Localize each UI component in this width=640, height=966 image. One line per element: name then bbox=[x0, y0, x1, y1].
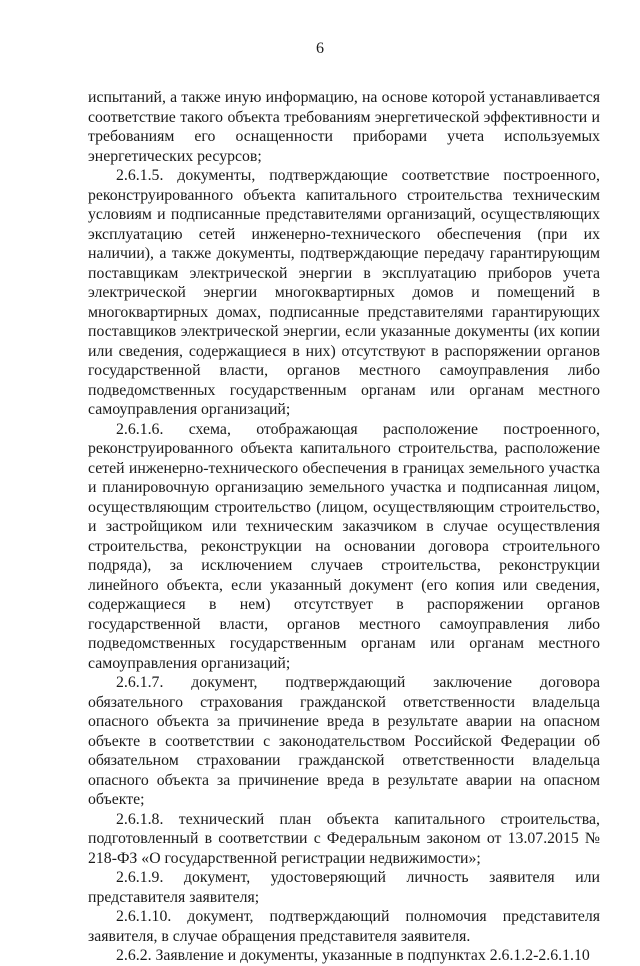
paragraph-2-6-1-7: 2.6.1.7. документ, подтверждающий заключение договора обязательного страхования гражданской ответственности владельца опасного объекта за причинение вреда в результате аварии на опасном объекте в соответствии с законодательством Российской Федерации об обязательном страховании гражданской ответственности владельца опасного объекта за причинение вреда в результате аварии на опасном объекте; bbox=[88, 674, 600, 808]
paragraph-2-6-1-6: 2.6.1.6. схема, отображающая расположение построенного, реконструированного объекта капитального строительства, расположение сетей инженерно-технического обеспечения в границах земельного участка и планировочную организацию земельного участка и подписанная лицом, осуществляющим строительство (лицом, осуществляющим строительство, и застройщиком или техническим заказчиком в случае осуществления строительства, реконструкции на основании договора строительного подряда), за исключением случаев строительства, реконструкции линейного объекта, если указанный документ (его копия или сведения, содержащиеся в нем) отсутствует в распоряжении органов государственной власти, органов местного самоуправления либо подведомственных государственным органам или органам местного самоуправления организаций; bbox=[88, 420, 600, 672]
paragraph-continuation: испытаний, а также иную информацию, на основе которой устанавливается соответствие такого объекта требованиям энергетической эффективности и требованиям его оснащенности приборами учета используемых энергетических ресурсов; bbox=[88, 89, 600, 165]
document-body bbox=[88, 88, 600, 966]
paragraph-2-6-2: 2.6.2. Заявление и документы, указанные в подпунктах 2.6.1.2-2.6.1.10 bbox=[116, 947, 590, 964]
paragraph-2-6-1-10: 2.6.1.10. документ, подтверждающий полномочия представителя заявителя, в случае обращения представителя заявителя. bbox=[88, 908, 600, 945]
page-number: 6 bbox=[316, 40, 324, 57]
paragraph-2-6-1-8: 2.6.1.8. технический план объекта капитального строительства, подготовленный в соответствии с Федеральным законом от 13.07.2015 № 218-ФЗ «О государственной регистрации недвижимости»; bbox=[88, 810, 600, 867]
paragraph-2-6-1-9: 2.6.1.9. документ, удостоверяющий личность заявителя или представителя заявителя; bbox=[88, 869, 600, 906]
paragraph-2-6-1-5: 2.6.1.5. документы, подтверждающие соответствие построенного, реконструированного объекта капитального строительства техническим условиям и подписанные представителями организаций, осуществляющих эксплуатацию сетей инженерно-технического обеспечения (при их наличии), а также документы, подтверждающие передачу гарантирующим поставщикам электрической энергии в эксплуатацию приборов учета электрической энергии многоквартирных домов и помещений в многоквартирных домах, подписанные представителями гарантирующих поставщиков электрической энергии, если указанные документы (их копии или сведения, содержащиеся в них) отсутствуют в распоряжении органов государственной власти, органов местного самоуправления либо подведомственных государственным органам или органам местного самоуправления организаций; bbox=[88, 167, 600, 418]
